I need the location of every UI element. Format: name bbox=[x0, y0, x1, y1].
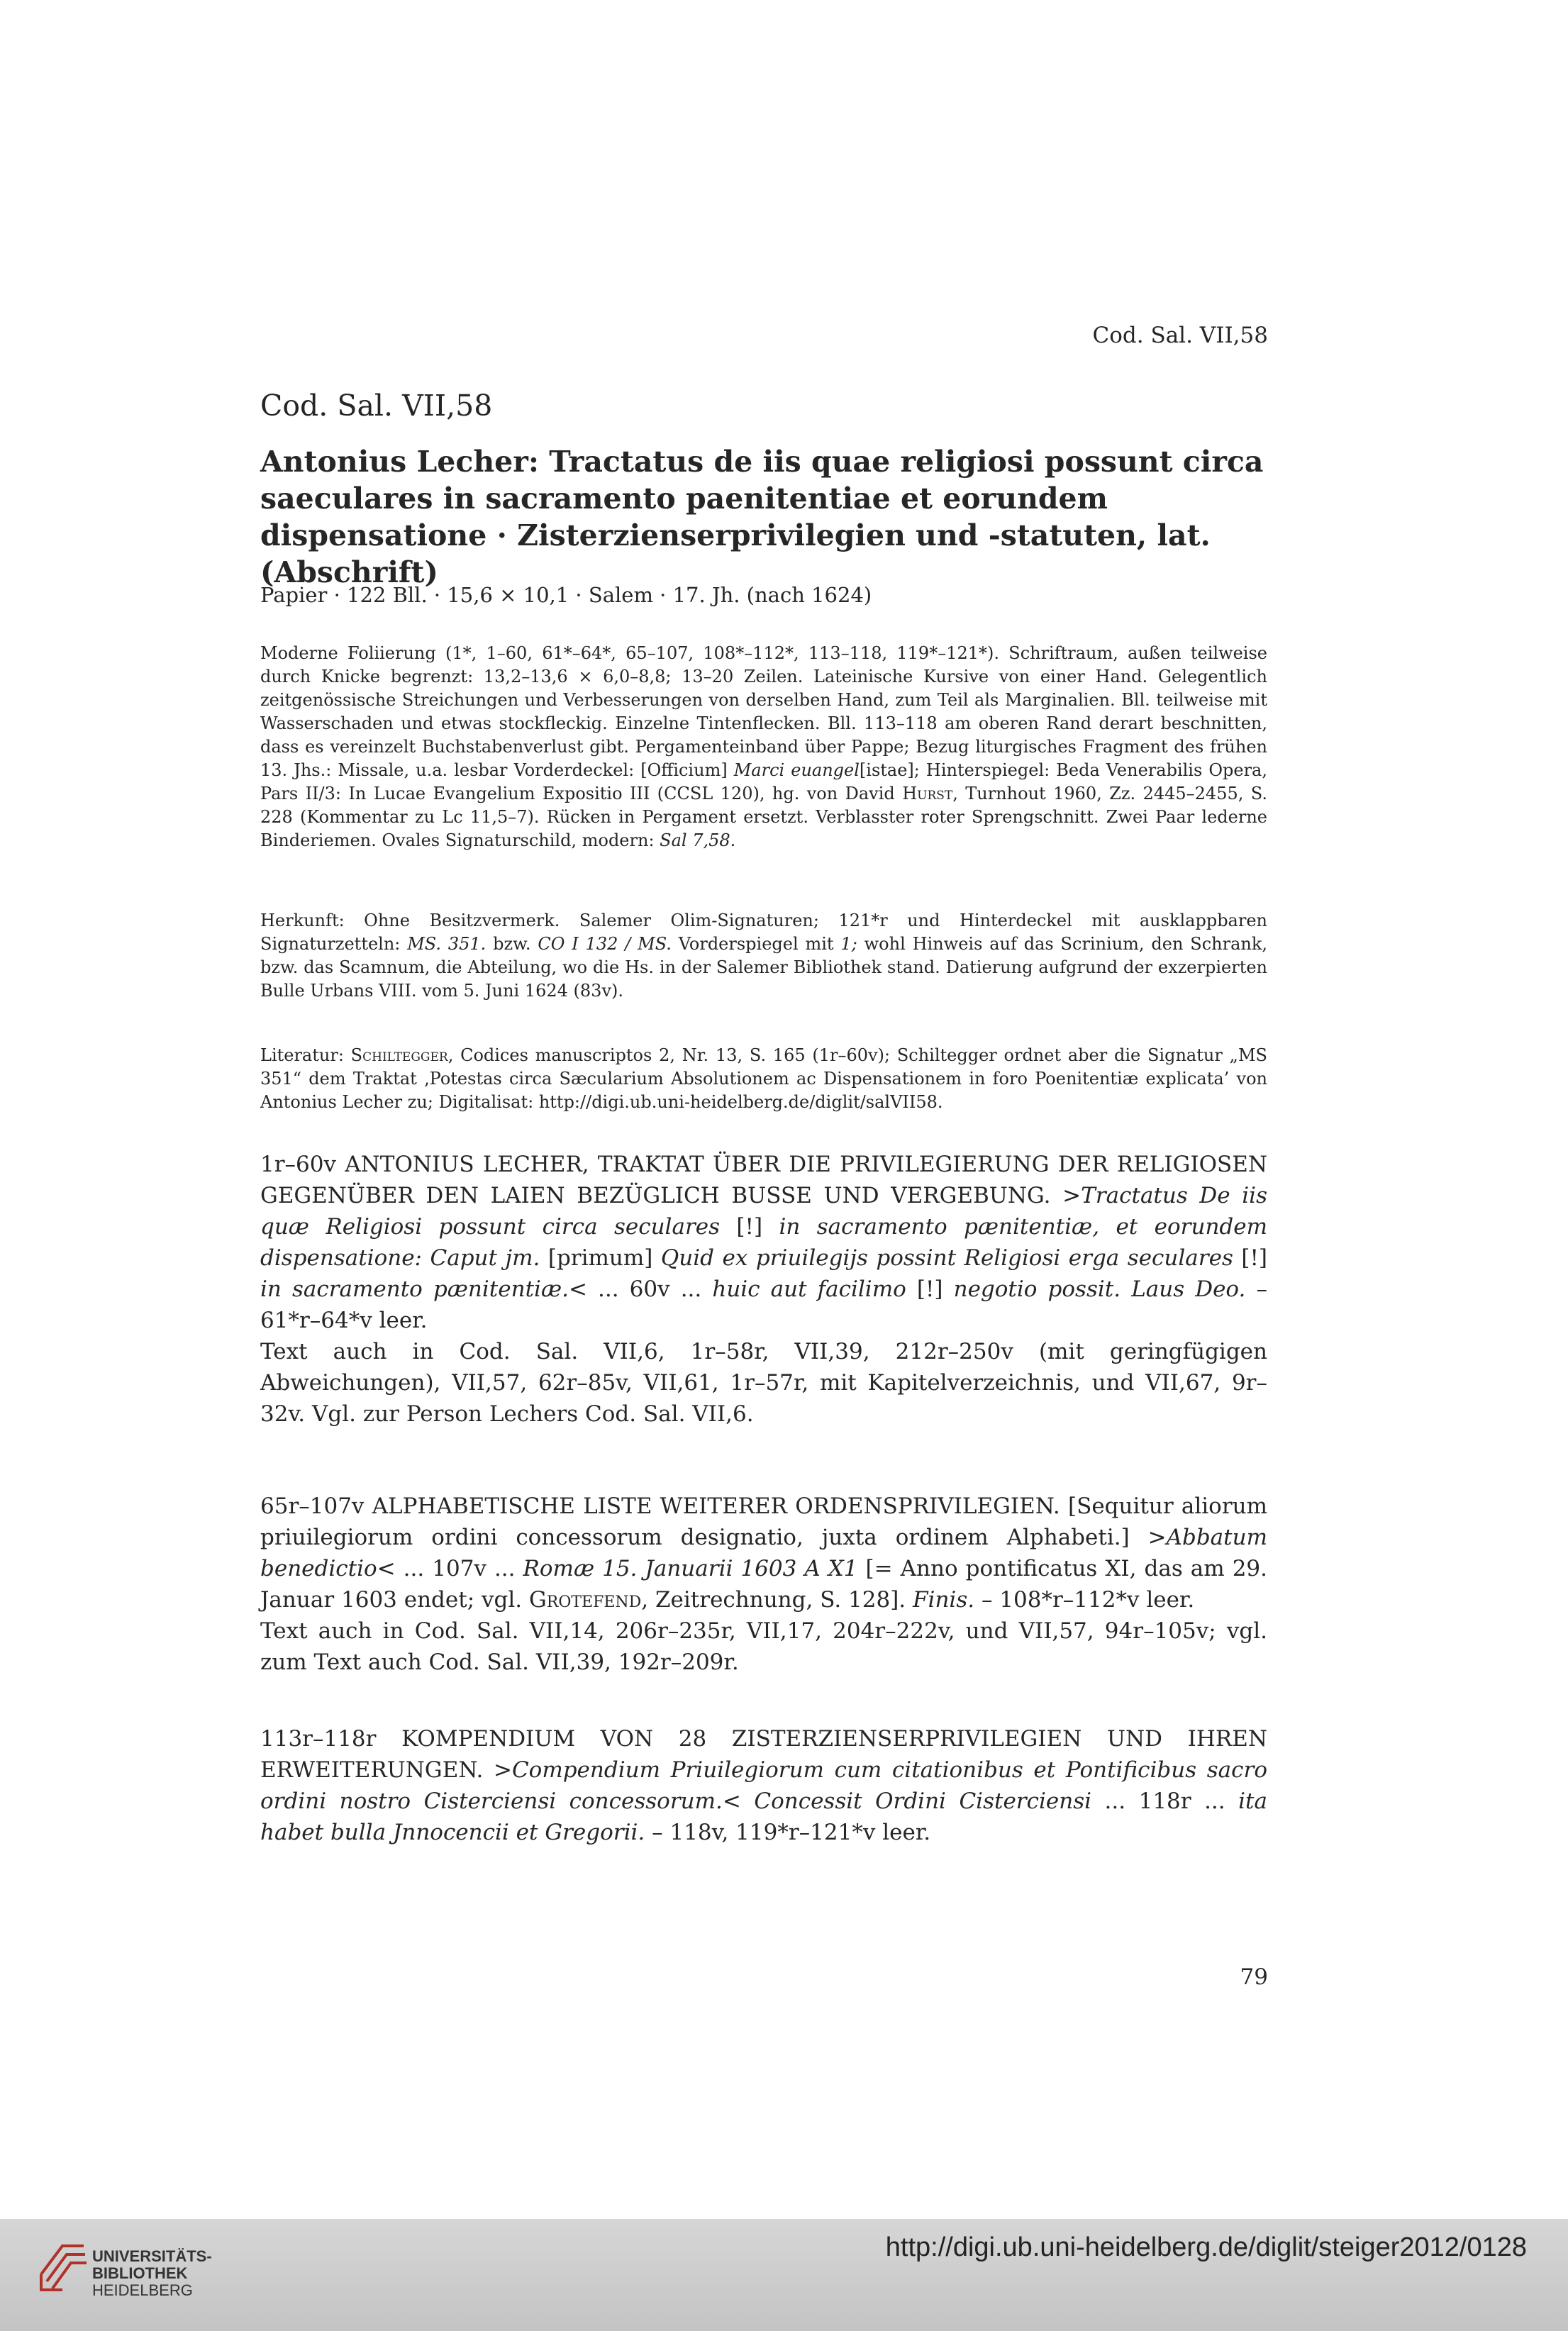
physical-description bbox=[260, 642, 1267, 852]
library-name[interactable] bbox=[92, 2248, 212, 2299]
description-text: [istae]; Hinterspiegel: Beda Venerabilis Opera, Pars II/3: In Lucae Evangelium Expositio III (CCSL 120), hg. von David bbox=[260, 760, 1267, 803]
section-entry bbox=[260, 1491, 1267, 1615]
page-number: 79 bbox=[1240, 1964, 1268, 1990]
library-name-line: UNIVERSITÄTS- bbox=[92, 2247, 212, 2265]
content-section-2 bbox=[260, 1491, 1267, 1678]
provenance-italic: 1; bbox=[840, 934, 857, 954]
shelfmark-heading: Cod. Sal. VII,58 bbox=[260, 389, 493, 423]
section-note: Text auch in Cod. Sal. VII,14, 206r–235r, VII,17, 204r–222v, und VII,57, 94r–105v; vgl. zum Text auch Cod. Sal. VII,39, 192r–209r. bbox=[260, 1618, 1267, 1675]
literature-text: , Codices manuscriptos 2, Nr. 13, S. 165 (1r–60v); Schiltegger ordnet aber die Signatur „MS 351“ dem Traktat ‚Potestas circa Sæcularium Absolutionem ac Dispensationem in foro Poenitentiæ explicata’ von Antonius Lecher zu; Digitalisat: http://digi.ub.uni-heidelberg.de/diglit/salVII58. bbox=[260, 1045, 1267, 1112]
section-entry bbox=[260, 1723, 1267, 1848]
logo-strokes bbox=[41, 2246, 87, 2290]
section-note: Text auch in Cod. Sal. VII,6, 1r–58r, VII,39, 212r–250v (mit geringfügigen Abweichungen), VII,57, 62r–85v, VII,61, 1r–57r, mit Kapitelverzeichnis, und VII,67, 9r–32v. Vgl. zur Person Lechers Cod. Sal. VII,6. bbox=[260, 1339, 1267, 1427]
section-text: < bbox=[722, 1788, 755, 1814]
explicit-text: Romæ 15. Januarii 1603 A X1 bbox=[523, 1556, 858, 1581]
section-text: – 118v, 119*r–121*v leer. bbox=[645, 1820, 931, 1845]
description-italic: Marci euangel bbox=[733, 760, 860, 780]
section-text: – 108*r–112*v leer. bbox=[974, 1587, 1195, 1613]
author-name: Grotefend bbox=[528, 1587, 642, 1613]
folio-range: 1r–60v bbox=[260, 1152, 345, 1177]
folio-range: 65r–107v bbox=[260, 1493, 372, 1519]
running-head: Cod. Sal. VII,58 bbox=[1092, 323, 1268, 348]
provenance-paragraph bbox=[260, 909, 1267, 1003]
description-italic: Sal 7,58. bbox=[660, 830, 736, 850]
section-heading: KOMPENDIUM VON 28 ZISTERZIENSERPRIVILEGIEN UND IHREN ERWEITERUNGEN. bbox=[260, 1726, 1267, 1783]
section-text: > bbox=[1050, 1183, 1082, 1208]
explicit-text: huic aut facilimo bbox=[712, 1276, 906, 1302]
incipit-text: Compendium Priuilegiorum cum citationibus et Pontificibus sacro ordini nostro Cisterciensi concessorum. bbox=[260, 1757, 1267, 1814]
incipit-text: Concessit Ordini Cisterciensi bbox=[754, 1788, 1092, 1814]
incipit-text: Tractatus De iis quæ Religiosi possunt circa seculares bbox=[260, 1183, 1267, 1240]
content-section-1 bbox=[260, 1149, 1267, 1430]
section-text: [!] bbox=[906, 1276, 954, 1302]
section-text: [= Anno pontificatus XI, das am 29. Januar 1603 endet; vgl. bbox=[260, 1556, 1268, 1613]
section-text: < ... 60v ... bbox=[568, 1276, 713, 1302]
section-text: [Sequitur aliorum priuilegiorum ordini concessorum designatio, juxta ordinem Alphabeti.] > bbox=[260, 1493, 1267, 1550]
provenance-text: Herkunft: Ohne Besitzvermerk. Salemer Olim-Signaturen; 121*r und Hinterdeckel mit ausklappbaren Signaturzetteln: bbox=[260, 911, 1267, 954]
section-text: [!] bbox=[720, 1214, 779, 1240]
section-text: – 61*r–64*v leer. bbox=[260, 1276, 1267, 1333]
description-text: , Turnhout 1960, Zz. 2445–2455, S. 228 (Kommentar zu Lc 11,5–7). Rücken in Pergament ersetzt. Verblasster roter Sprengschnitt. Zwei Paar lederne Binderiemen. Ovales Signaturschild, modern: bbox=[260, 784, 1268, 850]
literature-paragraph bbox=[260, 1044, 1267, 1114]
provenance-italic: CO I 132 / MS. bbox=[538, 934, 672, 954]
ub-heidelberg-logo-icon[interactable] bbox=[34, 2232, 91, 2296]
provenance-text: bzw. bbox=[486, 934, 538, 954]
manuscript-title: Antonius Lecher: Tractatus de iis quae religiosi possunt circa saeculares in sacramento paenitentiae et eorundem dispensatione · Zisterzienserprivilegien und -statuten, lat. (Abschrift) bbox=[260, 445, 1264, 589]
incipit-text: in sacramento pænitentiæ, et eorundem dispensatione: Caput jm. bbox=[260, 1214, 1267, 1271]
section-text: > bbox=[483, 1757, 512, 1783]
explicit-text: Finis. bbox=[913, 1587, 975, 1613]
incipit-text: Abbatum benedictio bbox=[260, 1525, 1267, 1581]
incipit-text: Quid ex priuilegijs possint Religiosi erga seculares bbox=[660, 1245, 1233, 1271]
section-text: , Zeitrechnung, S. 128]. bbox=[641, 1587, 913, 1613]
provenance-text: Vorderspiegel mit bbox=[671, 934, 841, 954]
explicit-text: ita habet bulla Jnnocencii et Gregorii. bbox=[260, 1788, 1267, 1845]
library-name-line: HEIDELBERG bbox=[92, 2281, 193, 2299]
provenance-text: wohl Hinweis auf das Scrinium, den Schrank, bzw. das Scamnum, die Abteilung, wo die Hs. in der Salemer Bibliothek stand. Datierung aufgrund der exzerpierten Bulle Urbans VIII. vom 5. Juni 1624 (83v). bbox=[260, 934, 1268, 1001]
folio-range: 113r–118r bbox=[260, 1726, 402, 1752]
section-entry bbox=[260, 1149, 1267, 1336]
source-url-link[interactable]: http://digi.ub.uni-heidelberg.de/diglit/steiger2012/0128 bbox=[885, 2232, 1527, 2262]
manuscript-metadata: Papier · 122 Bll. · 15,6 × 10,1 · Salem · 17. Jh. (nach 1624) bbox=[260, 583, 872, 607]
library-name-line: BIBLIOTHEK bbox=[92, 2264, 188, 2282]
section-heading: ANTONIUS LECHER, TRAKTAT ÜBER DIE PRIVILEGIERUNG DER RELIGIOSEN GEGENÜBER DEN LAIEN BEZÜGLICH BUSSE UND VERGEBUNG. bbox=[260, 1152, 1267, 1208]
explicit-text: negotio possit. Laus Deo. bbox=[953, 1276, 1246, 1302]
content-section-3 bbox=[260, 1723, 1267, 1848]
section-text: [primum] bbox=[540, 1245, 661, 1271]
description-text: Moderne Foliierung (1*, 1–60, 61*–64*, 65–107, 108*–112*, 113–118, 119*–121*). Schriftraum, außen teilweise durch Knicke begrenzt: 13,2–13,6 × 6,0–8,8; 13–20 Zeilen. Lateinische Kursive von einer Hand. Gelegentlich zeitgenössische Streichungen und Verbesserungen von derselben Hand, zum Teil als Marginalien. Bll. teilweise mit Wasserschaden und etwas stockfleckig. Einzelne Tintenflecken. Bll. 113–118 am oberen Rand derart beschnitten, dass es vereinzelt Buchstabenverlust gibt. Pergamenteinband über Pappe; Bezug liturgisches Fragment des frühen 13. Jhs.: Missale, u.a. lesbar Vorderdeckel: [Officium] bbox=[260, 643, 1267, 780]
incipit-text: in sacramento pænitentiæ. bbox=[260, 1276, 569, 1302]
literature-text: Literatur: bbox=[260, 1045, 351, 1065]
author-name: Hurst bbox=[902, 784, 953, 803]
section-heading: ALPHABETISCHE LISTE WEITERER ORDENSPRIVILEGIEN. bbox=[372, 1493, 1060, 1519]
section-text: [!] bbox=[1233, 1245, 1268, 1271]
section-text: ... 118r ... bbox=[1091, 1788, 1239, 1814]
section-text: < ... 107v ... bbox=[377, 1556, 523, 1581]
provenance-italic: MS. 351. bbox=[407, 934, 486, 954]
author-name: Schiltegger bbox=[350, 1045, 448, 1065]
